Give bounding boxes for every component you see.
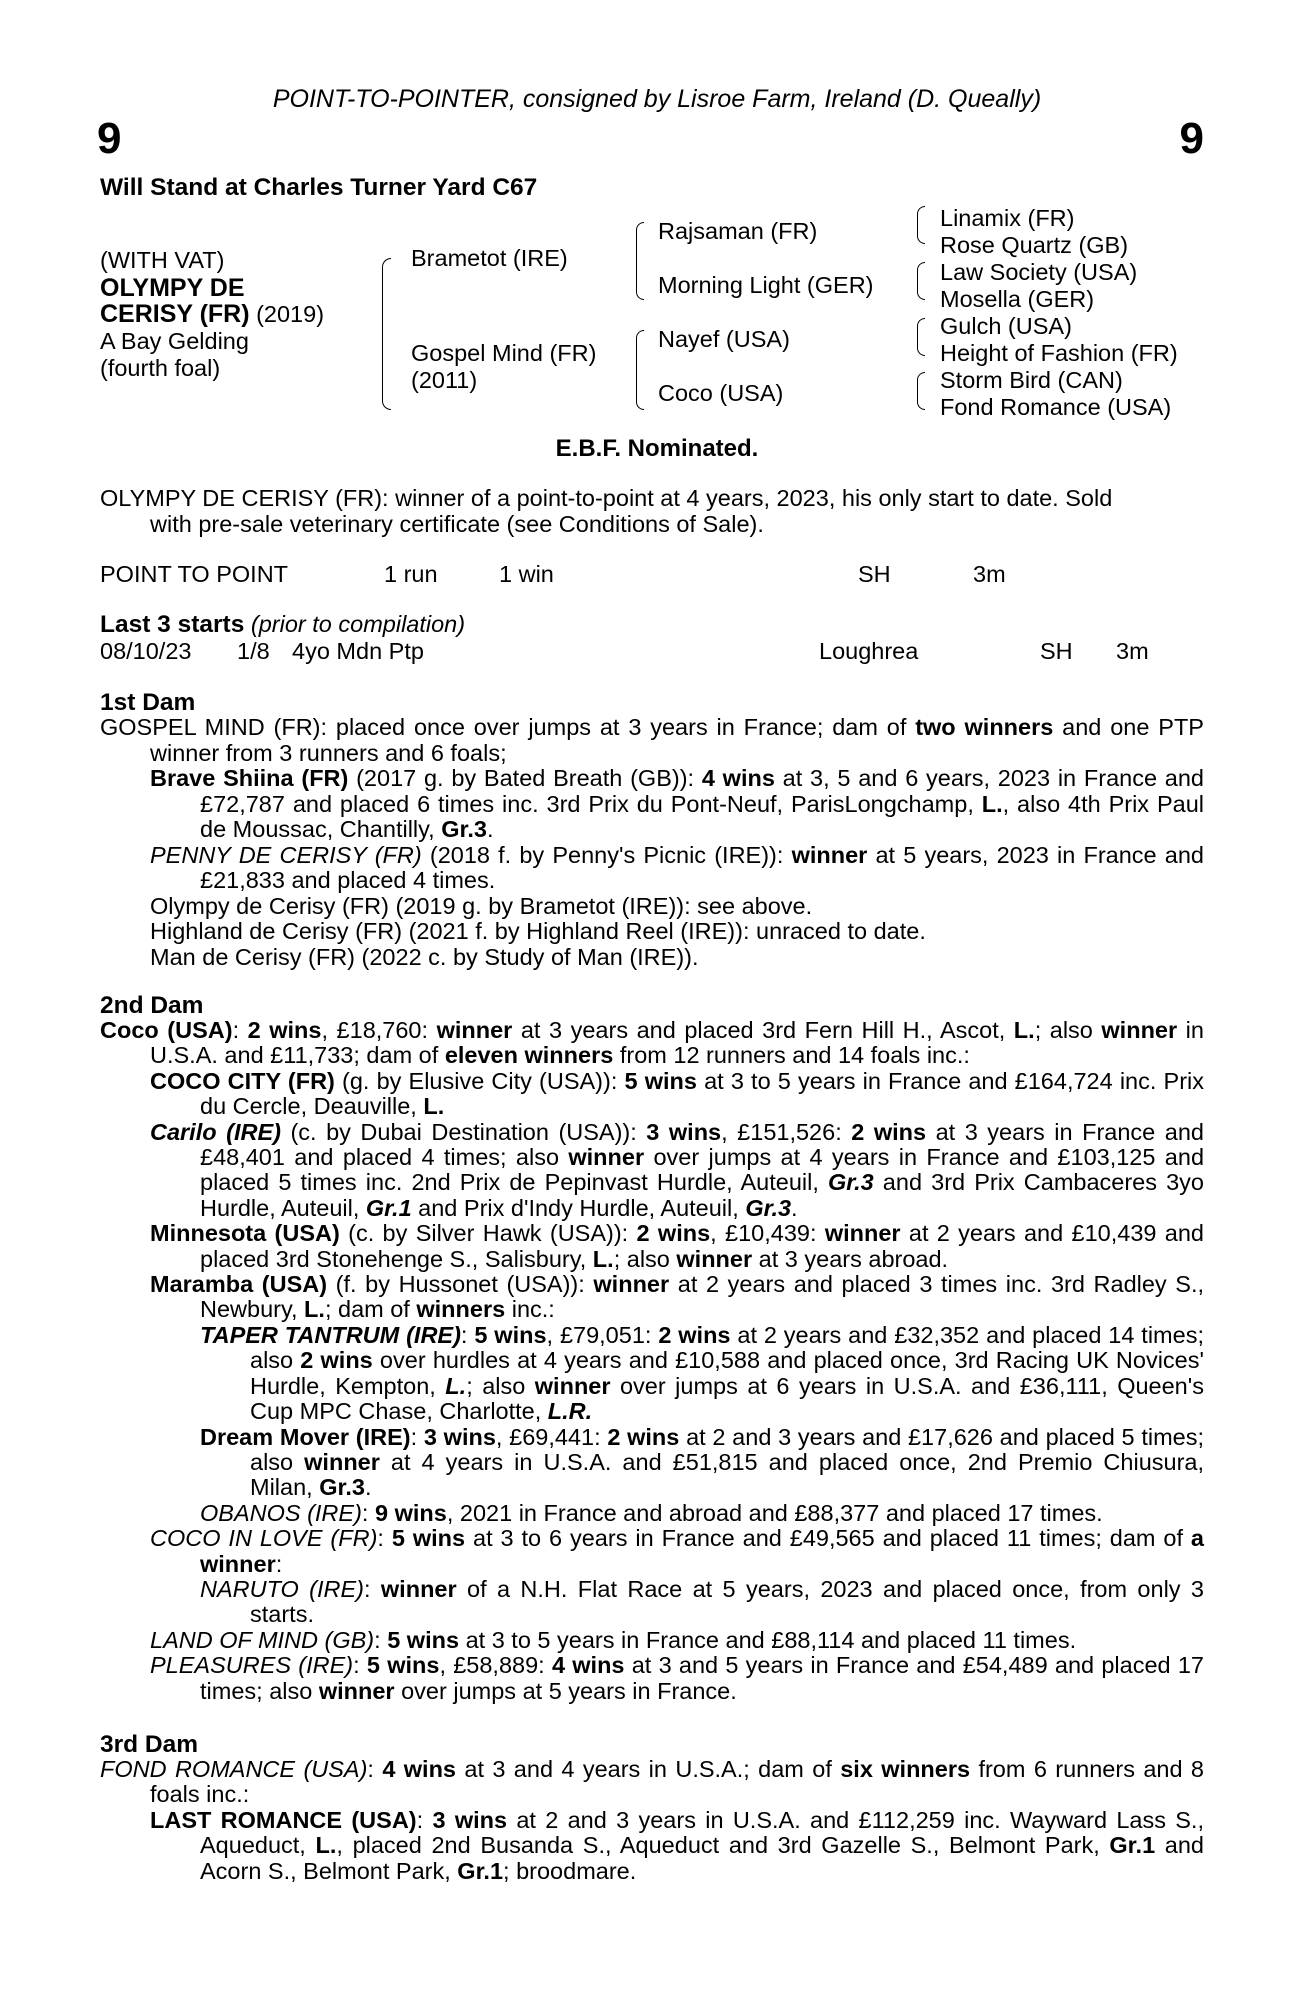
progeny-taper-tantrum: TAPER TANTRUM (IRE): 5 wins, £79,051: 2 wins at 2 years and £32,352 and placed 14 times; also 2 wins over hurdles at 4 years and £10,588 and placed once, 3rd Racing UK Novices' Hurdle, Kempton, L.; also winner over jumps at 6 years in U.S.A. and £36,111, Queen's Cup MPC Chase, Charlotte, L.R. xyxy=(200,1321,1204,1425)
third-dam-heading: 3rd Dam xyxy=(100,1731,199,1758)
lot-number-right: 9 xyxy=(1179,114,1204,163)
progeny-olympy: Olympy de Cerisy (FR) (2019 g. by Brametot (IRE)): see above. xyxy=(150,892,813,919)
pedigree-sire: Brametot (IRE) xyxy=(411,245,568,271)
pedigree-brace-ds xyxy=(917,318,925,356)
pedigree-sire-sire: Rajsaman (FR) xyxy=(658,218,818,244)
pedigree-dam: Gospel Mind (FR) xyxy=(411,340,597,366)
pedigree-gen3-5: Gulch (USA) xyxy=(940,313,1072,339)
progeny-pleasures: PLEASURES (IRE): 5 wins, £58,889: 4 wins at 3 and 5 years in France and £54,489 and placed 17 times; also winner over jumps at 5 years in France. xyxy=(150,1652,1204,1704)
third-dam-body xyxy=(100,1757,1204,1884)
last-start-going: SH xyxy=(1040,638,1073,664)
lot-number-left: 9 xyxy=(97,114,122,163)
first-dam-heading: 1st Dam xyxy=(100,689,196,716)
last-start-course: Loughrea xyxy=(819,638,919,664)
pedigree-gen3-8: Fond Romance (USA) xyxy=(940,394,1172,420)
summary-line1: OLYMPY DE CERISY (FR): winner of a point-to-point at 4 years, 2023, his only start to date. Sold xyxy=(100,485,1113,511)
pedigree-dam-dam: Coco (USA) xyxy=(658,380,784,406)
pedigree-gen3-7: Storm Bird (CAN) xyxy=(940,367,1123,393)
progeny-land-of-mind: LAND OF MIND (GB): 5 wins at 3 to 5 years in France and £88,114 and placed 11 times. xyxy=(150,1626,1077,1653)
progeny-carilo: Carilo (IRE) (c. by Dubai Destination (USA)): 3 wins, £151,526: 2 wins at 3 years in France and £48,401 and placed 4 times; also winner over jumps at 4 years in France and £103,125 and placed 5 times inc. 2nd Prix de Pepinvast Hurdle, Auteuil, Gr.3 and 3rd Prix Cambaceres 3yo Hurdle, Auteuil, Gr.1 and Prix d'Indy Hurdle, Auteuil, Gr.3. xyxy=(150,1118,1205,1221)
pedigree-dam-sire: Nayef (USA) xyxy=(658,326,790,352)
first-dam-body xyxy=(100,715,1204,970)
progeny-highland: Highland de Cerisy (FR) (2021 f. by Highland Reel (IRE)): unraced to date. xyxy=(150,918,926,944)
pedigree-brace-ss xyxy=(917,206,925,244)
pedigree-gen3-4: Mosella (GER) xyxy=(940,286,1095,312)
progeny-last-romance: LAST ROMANCE (USA): 3 wins at 2 and 3 years in U.S.A. and £112,259 inc. Wayward Lass S., Aqueduct, L., placed 2nd Busanda S., Aqueduct and 3rd Gazelle S., Belmont Park, Gr.1 and Acorn S., Belmont Park, Gr.1; broodmare. xyxy=(150,1806,1205,1884)
record-distance: 3m xyxy=(973,561,1006,587)
consignor-line: POINT-TO-POINTER, consigned by Lisroe Farm, Ireland (D. Queally) xyxy=(272,85,1042,113)
pedigree-brace-sire xyxy=(636,222,644,300)
pedigree-brace-dam xyxy=(636,330,644,410)
first-dam-text: GOSPEL MIND (FR): placed once over jumps at 3 years in France; dam of two winners and one PTP winner from 3 runners and 6 foals; xyxy=(100,714,1204,766)
last-starts-heading: Last 3 starts (prior to compilation) xyxy=(100,611,466,638)
last-start-distance: 3m xyxy=(1116,638,1149,664)
second-dam-heading: 2nd Dam xyxy=(100,992,204,1019)
record-runs: 1 run xyxy=(384,561,438,587)
progeny-brave-shiina: Brave Shiina (FR) (2017 g. by Bated Breath (GB)): 4 wins at 3, 5 and 6 years, 2023 in France and £72,787 and placed 6 times inc. 3rd Prix du Pont-Neuf, ParisLongchamp, L., also 4th Prix Paul de Moussac, Chantilly, Gr.3. xyxy=(150,765,1204,842)
pedigree-brace-sd xyxy=(917,262,925,300)
last-start-date: 08/10/23 xyxy=(100,638,192,664)
ebf-nominated: E.B.F. Nominated. xyxy=(555,435,759,462)
last-start-position: 1/8 xyxy=(237,638,270,664)
progeny-coco-city: COCO CITY (FR) (g. by Elusive City (USA)): 5 wins at 3 to 5 years in France and £164,724 inc. Prix du Cercle, Deauville, L. xyxy=(150,1067,1204,1120)
pedigree-gen3-1: Linamix (FR) xyxy=(940,205,1075,231)
pedigree-gen3-3: Law Society (USA) xyxy=(940,259,1138,285)
last-start-race: 4yo Mdn Ptp xyxy=(292,638,424,664)
pedigree-gen3-6: Height of Fashion (FR) xyxy=(940,340,1178,366)
progeny-naruto: NARUTO (IRE): winner of a N.H. Flat Race at 5 years, 2023 and placed once, from only 3 starts. xyxy=(200,1575,1204,1628)
pedigree-dam-year: (2011) xyxy=(411,367,478,393)
pedigree-brace-dd xyxy=(917,372,925,410)
second-dam-text: Coco (USA): 2 wins, £18,760: winner at 3 years and placed 3rd Fern Hill H., Ascot, L.; also winner in U.S.A. and £11,733; dam of eleven winners from 12 runners and 14 foals inc.: xyxy=(100,1017,1204,1069)
pedigree-brace-main xyxy=(382,258,391,410)
record-label: POINT TO POINT xyxy=(100,561,289,587)
progeny-penny-de-cerisy: PENNY DE CERISY (FR) (2018 f. by Penny's Picnic (IRE)): winner at 5 years, 2023 in France and £21,833 and placed 4 times. xyxy=(150,841,1204,893)
horse-description: A Bay Gelding xyxy=(100,328,249,354)
record-wins: 1 win xyxy=(499,561,554,587)
progeny-dream-mover: Dream Mover (IRE): 3 wins, £69,441: 2 wins at 2 and 3 years and £17,626 and placed 5 times; also winner at 4 years in U.S.A. and £51,815 and placed once, 2nd Premio Chiusura, Milan, Gr.3. xyxy=(200,1423,1205,1501)
horse-name-line1: OLYMPY DE xyxy=(100,274,245,302)
vat-note: (WITH VAT) xyxy=(100,247,225,273)
progeny-minnesota: Minnesota (USA) (c. by Silver Hawk (USA)): 2 wins, £10,439: winner at 2 years and £10,439 and placed 3rd Stonehenge S., Salisbury, L.; also winner at 3 years abroad. xyxy=(150,1220,1204,1272)
stand-location: Will Stand at Charles Turner Yard C67 xyxy=(100,174,538,201)
summary-line2: with pre-sale veterinary certificate (see Conditions of Sale). xyxy=(150,511,764,537)
progeny-obanos: OBANOS (IRE): 9 wins, 2021 in France and abroad and £88,377 and placed 17 times. xyxy=(200,1499,1103,1526)
record-going: SH xyxy=(858,561,891,587)
progeny-man-de-cerisy: Man de Cerisy (FR) (2022 c. by Study of Man (IRE)). xyxy=(150,943,699,970)
foal-number: (fourth foal) xyxy=(100,355,221,381)
third-dam-text: FOND ROMANCE (USA): 4 wins at 3 and 4 years in U.S.A.; dam of six winners from 6 runners and 8 foals inc.: xyxy=(100,1756,1204,1808)
pedigree-gen3-2: Rose Quartz (GB) xyxy=(940,232,1129,258)
progeny-maramba: Maramba (USA) (f. by Hussonet (USA)): winner at 2 years and placed 3 times inc. 3rd Radley S., Newbury, L.; dam of winners inc.: xyxy=(150,1271,1205,1323)
second-dam-body xyxy=(100,1018,1204,1704)
pedigree-sire-dam: Morning Light (GER) xyxy=(658,272,874,298)
horse-name-line2: CERISY (FR) (2019) xyxy=(100,300,325,328)
progeny-coco-in-love: COCO IN LOVE (FR): 5 wins at 3 to 6 years in France and £49,565 and placed 11 times; dam of a winner: xyxy=(150,1525,1204,1577)
